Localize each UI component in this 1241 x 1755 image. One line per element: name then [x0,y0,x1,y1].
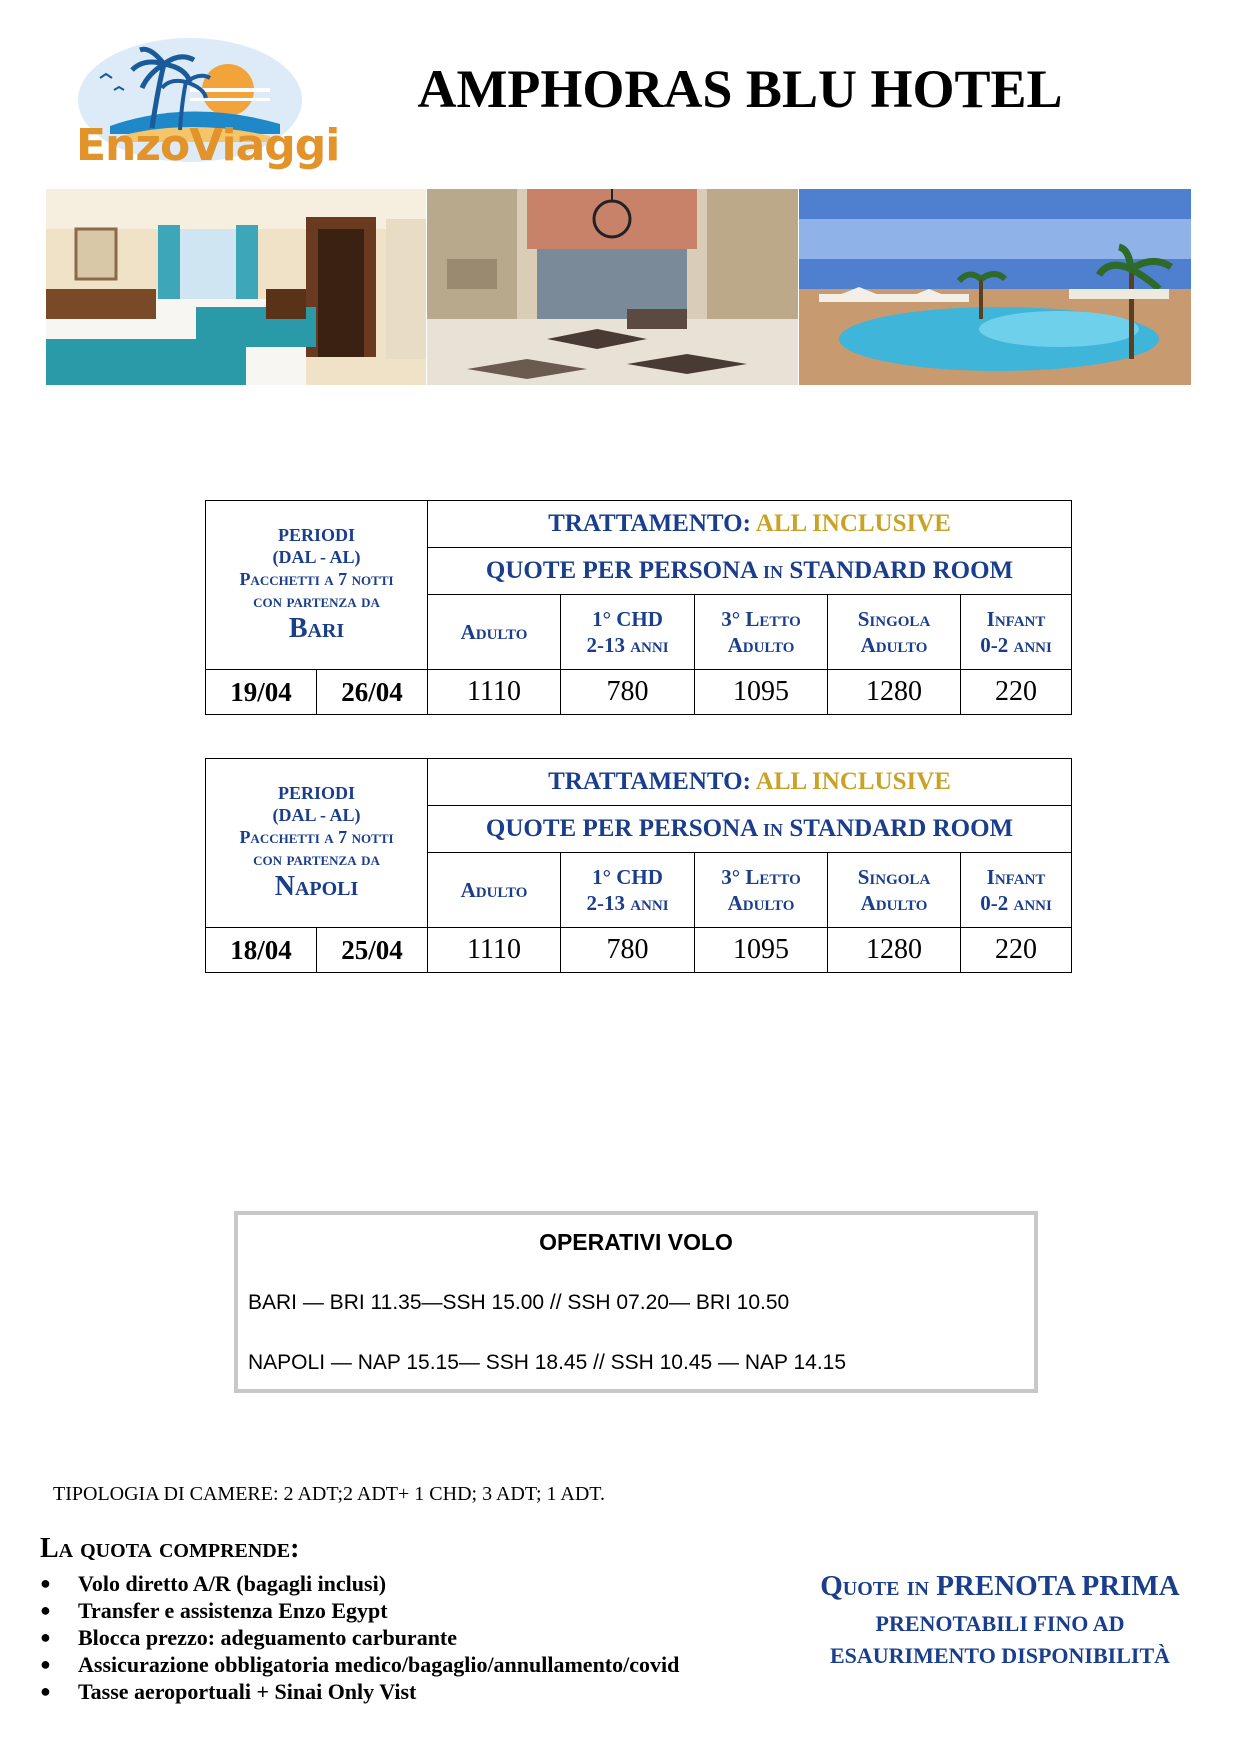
date-from: 19/04 [206,670,317,715]
flight-bari: BARI — BRI 11.35—SSH 15.00 // SSH 07.20— BRI 10.50 [248,1291,790,1314]
periodi-label: PERIODI [278,783,356,803]
table-row [206,928,1072,973]
col-infant: Infant 0-2 anni [961,853,1072,928]
col-adulto: Adulto [428,595,561,670]
treatment-label: TRATTAMENTO: [548,510,751,537]
treatment-value: ALL INCLUSIVE [755,768,951,795]
list-item: ● Tasse aeroportuali + Sinai Only Vist [40,1679,417,1704]
room-type: STANDARD ROOM [789,557,1014,584]
departure-city: Napoli [274,871,359,902]
col-chd: 1° CHD 2-13 anni [561,853,695,928]
quote-text: QUOTE PER PERSONA [485,815,757,842]
bullet-icon: ● [40,1681,51,1701]
hotel-room-photo [46,189,426,385]
price-adulto: 1110 [428,670,561,715]
col-singola: Singola Adulto [828,853,961,928]
price-table-napoli [205,758,1072,973]
flight-schedule-box [234,1211,1038,1393]
promo-box [780,1568,1220,1672]
quote-header [428,548,1072,595]
periodi-header [206,501,428,670]
treatment-label: TRATTAMENTO: [548,768,751,795]
departure-label: con partenza da [253,849,380,869]
list-item: ● Blocca prezzo: adeguamento carburante [40,1625,458,1650]
departure-city: Bari [288,613,345,644]
periodi-header [206,759,428,928]
date-to: 25/04 [317,928,428,973]
hotel-pool-photo [799,189,1191,385]
price-chd: 780 [561,670,695,715]
promo-line-1: Quote in PRENOTA PRIMA [820,1570,1180,1602]
bullet-icon: ● [40,1600,51,1620]
col-chd: 1° CHD 2-13 anni [561,595,695,670]
logo-text: EnzoViaggi [76,120,340,171]
hotel-title: AMPHORAS BLU HOTEL [417,59,1063,119]
col-infant: Infant 0-2 anni [961,595,1072,670]
treatment-header [428,759,1072,806]
departure-label: con partenza da [253,591,380,611]
list-item: ● Transfer e assistenza Enzo Egypt [40,1598,388,1623]
enzoviaggi-logo [40,38,338,186]
price-infant: 220 [961,670,1072,715]
package-nights: Pacchetti a 7 notti [239,569,394,589]
bullet-icon: ● [40,1654,51,1674]
quote-header [428,806,1072,853]
promo-line-2: PRENOTABILI FINO AD [875,1611,1125,1636]
quote-in: in [763,815,784,842]
includes-title: La quota comprende: [40,1533,300,1564]
includes-list [40,1570,679,1705]
price-infant: 220 [961,928,1072,973]
list-item: ● Assicurazione obbligatoria medico/bagaglio/annullamento/covid [40,1652,680,1677]
treatment-value: ALL INCLUSIVE [755,510,951,537]
col-terzo-letto: 3° Letto Adulto [695,853,828,928]
periodi-label: PERIODI [278,525,356,545]
price-adulto: 1110 [428,928,561,973]
price-chd: 780 [561,928,695,973]
room-types: TIPOLOGIA DI CAMERE: 2 ADT;2 ADT+ 1 CHD; 3 ADT; 1 ADT. [53,1483,606,1505]
col-singola: Singola Adulto [828,595,961,670]
list-item: ● Volo diretto A/R (bagagli inclusi) [40,1571,387,1596]
room-type: STANDARD ROOM [789,815,1014,842]
date-to: 26/04 [317,670,428,715]
quote-text: QUOTE PER PERSONA [485,557,757,584]
col-terzo-letto: 3° Letto Adulto [695,595,828,670]
package-nights: Pacchetti a 7 notti [239,827,394,847]
price-singola: 1280 [828,928,961,973]
price-singola: 1280 [828,670,961,715]
periodi-range: (DAL - AL) [272,805,361,825]
flight-napoli: NAPOLI — NAP 15.15— SSH 18.45 // SSH 10.45 — NAP 14.15 [248,1351,847,1374]
bullet-icon: ● [40,1573,51,1593]
price-table-bari [205,500,1072,715]
date-from: 18/04 [206,928,317,973]
flight-schedule-title: OPERATIVI VOLO [539,1229,733,1255]
price-terzo-letto: 1095 [695,928,828,973]
treatment-header [428,501,1072,548]
bullet-icon: ● [40,1627,51,1647]
table-row [206,670,1072,715]
periodi-range: (DAL - AL) [272,547,361,567]
hotel-lobby-photo [427,189,798,385]
col-adulto: Adulto [428,853,561,928]
promo-line-3: ESAURIMENTO DISPONIBILITÀ [829,1643,1171,1668]
price-terzo-letto: 1095 [695,670,828,715]
quote-in: in [763,557,784,584]
